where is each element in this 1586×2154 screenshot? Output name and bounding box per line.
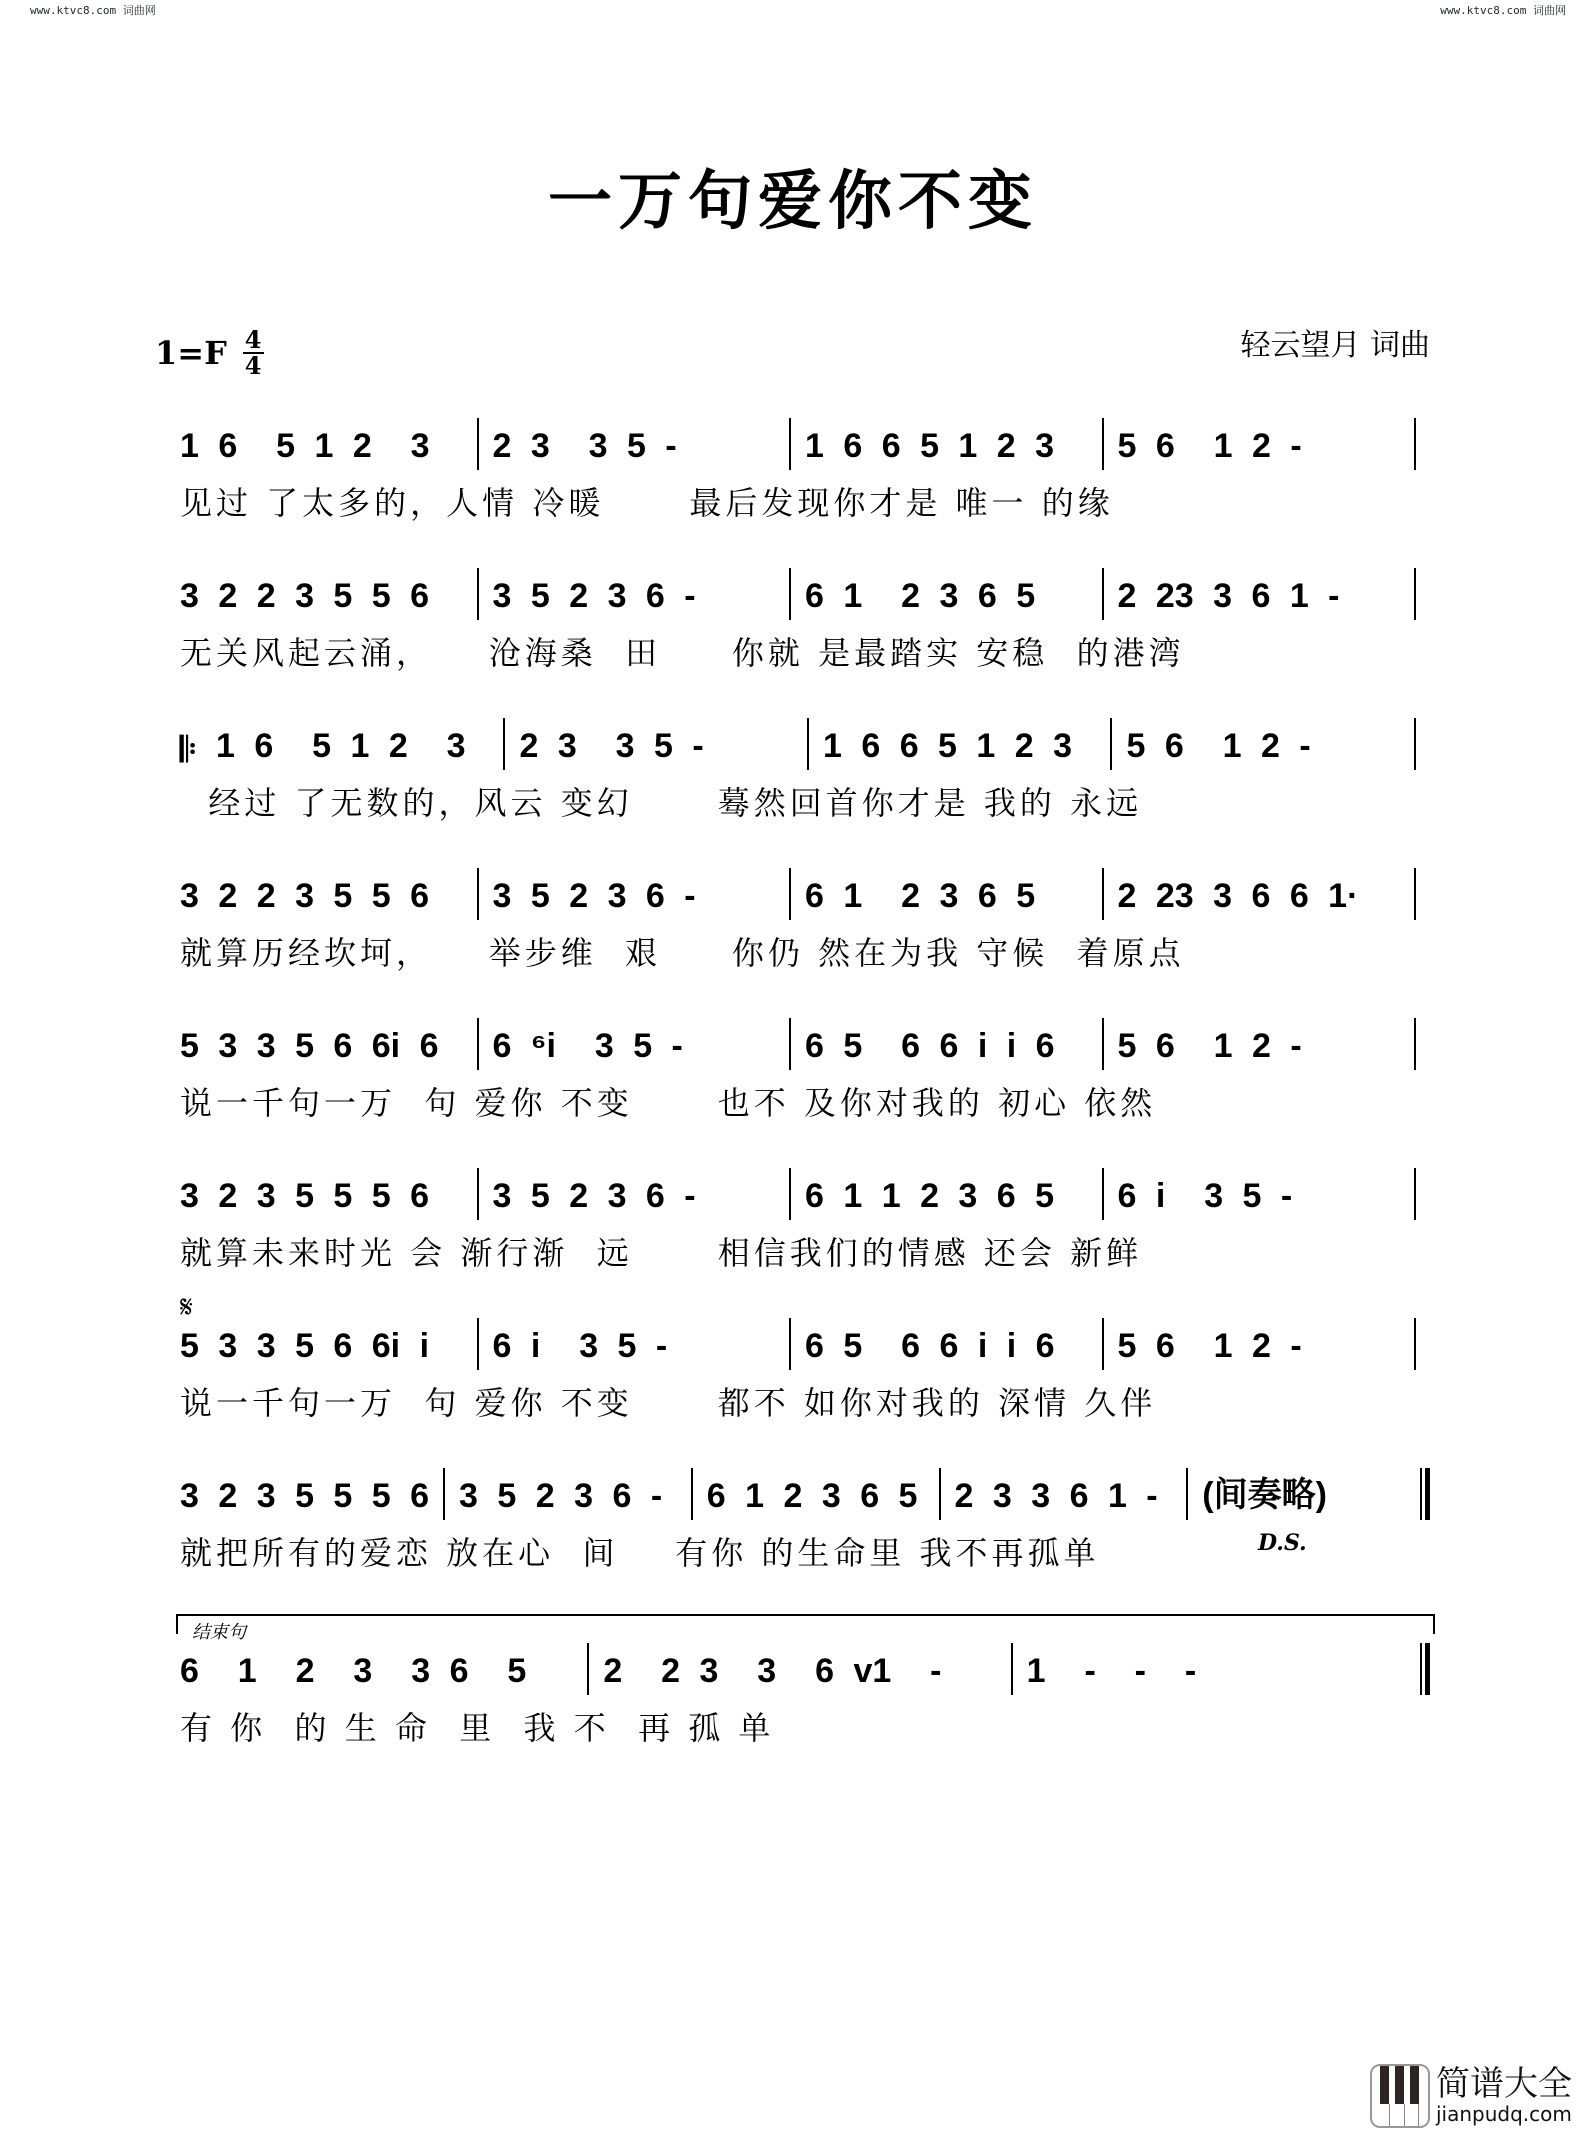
notation-line <box>180 1460 1430 1520</box>
barline <box>939 1468 941 1520</box>
measure: 1 6 5 1 2 3 <box>180 427 430 465</box>
repeat-end-barline <box>1420 1468 1430 1520</box>
measure: 1 6 5 1 2 3 <box>215 727 466 765</box>
score-row <box>180 860 1430 974</box>
barline <box>1102 418 1104 470</box>
notation-line <box>180 1010 1430 1070</box>
measure: 3 2 3 5 5 5 6 <box>180 1477 430 1515</box>
piano-keys-icon <box>1370 2064 1430 2128</box>
barline <box>503 718 505 770</box>
measure: 3 5 2 3 6 - <box>492 877 696 915</box>
barline <box>477 1318 479 1370</box>
barline <box>1102 1318 1104 1370</box>
measure: 1 - - - <box>1026 1652 1197 1690</box>
score-row <box>180 410 1430 524</box>
barline <box>1414 418 1416 470</box>
measure: 6 5 6 6 i i 6 <box>805 1027 1055 1065</box>
measure: 6 i 3 5 - <box>492 1327 668 1365</box>
measure: (间奏略) <box>1202 1476 1327 1514</box>
measure: 5 6 1 2 - <box>1117 427 1302 465</box>
lyrics-line: 就算未来时光 会 渐行渐 远 相信我们的情感 还会 新鲜 <box>180 1234 1143 1272</box>
barline <box>789 1018 791 1070</box>
measure: 3 5 2 3 6 - <box>492 577 696 615</box>
measure: 2 3 3 5 - <box>492 427 677 465</box>
segno-sign: 𝄋 <box>180 1290 193 1325</box>
barline <box>477 1018 479 1070</box>
measure: 2 2 3 3 6 v1 - <box>603 1652 942 1690</box>
site-logo <box>1370 2064 1572 2128</box>
lyrics-line: 见过 了太多的，人情 冷暖 最后发现你才是 唯一 的缘 <box>180 484 1114 522</box>
barline <box>789 1168 791 1220</box>
time-signature: 4 4 <box>244 325 262 380</box>
measure: 5 3 3 5 6 6i i <box>180 1327 430 1365</box>
notation-line <box>180 1310 1430 1370</box>
barline <box>477 418 479 470</box>
barline <box>587 1643 589 1695</box>
barline <box>1011 1643 1013 1695</box>
barline <box>789 418 791 470</box>
watermark-left: www.ktvc8.com 词曲网 <box>30 4 156 17</box>
lyrics-line: 无关风起云涌， 沧海桑 田 你就 是最踏实 安稳 的港湾 <box>180 634 1185 672</box>
barline <box>1102 868 1104 920</box>
barline <box>477 568 479 620</box>
measure: 6 5 6 6 i i 6 <box>805 1327 1055 1365</box>
notation-line <box>180 1160 1430 1220</box>
barline <box>1414 718 1416 770</box>
ending-bracket <box>176 1614 1435 1643</box>
measure: 3 2 2 3 5 5 6 <box>180 877 430 915</box>
key-time-signature <box>155 325 264 380</box>
measure: 3 2 2 3 5 5 6 <box>180 577 430 615</box>
author-credit: 轻云望月 词曲 <box>1240 328 1430 363</box>
barline <box>443 1468 445 1520</box>
score-row <box>180 710 1430 824</box>
measure: 3 5 2 3 6 - <box>492 1177 696 1215</box>
repeat-start-sign: 𝄆 <box>180 731 216 769</box>
barline <box>1102 568 1104 620</box>
logo-text-cn: 简谱大全 <box>1436 2064 1572 2104</box>
barline <box>477 868 479 920</box>
barline <box>1414 1018 1416 1070</box>
measure: 2 3 3 5 - <box>519 727 704 765</box>
barline <box>1414 1318 1416 1370</box>
barline <box>1414 868 1416 920</box>
score-row <box>180 1010 1430 1124</box>
barline <box>1414 568 1416 620</box>
barline <box>1102 1018 1104 1070</box>
measure: 2 3 3 6 1 - <box>954 1477 1158 1515</box>
score-row <box>180 1310 1430 1424</box>
barline <box>1102 1168 1104 1220</box>
barline <box>1110 718 1112 770</box>
measure: 2 23 3 6 1 - <box>1117 577 1340 615</box>
measure: 5 6 1 2 - <box>1117 1327 1302 1365</box>
barline <box>691 1468 693 1520</box>
measure: 6 1 2 3 6 5 <box>805 577 1036 615</box>
barline <box>1186 1468 1188 1520</box>
measure: 3 2 3 5 5 5 6 <box>180 1177 430 1215</box>
lyrics-line: 就算历经坎坷， 举步维 艰 你仍 然在为我 守候 着原点 <box>180 934 1185 972</box>
measure: 5 6 1 2 - <box>1126 727 1311 765</box>
score-row <box>180 1160 1430 1274</box>
lyrics-line: 就把所有的爱恋 放在心 间 有你 的生命里 我不再孤单 <box>180 1534 1100 1572</box>
notation-line <box>180 710 1430 770</box>
score-row <box>180 1635 1430 1749</box>
lyrics-line: 经过 了无数的，风云 变幻 蓦然回首你才是 我的 永远 <box>180 784 1143 822</box>
measure: 6 ⁶i 3 5 - <box>492 1027 683 1065</box>
measure: 3 5 2 3 6 - <box>459 1477 663 1515</box>
lyrics-line: 说一千句一万 句 爱你 不变 也不 及你对我的 初心 依然 <box>180 1084 1157 1122</box>
barline <box>789 1318 791 1370</box>
measure: 6 1 2 3 6 5 <box>805 877 1036 915</box>
final-barline <box>1420 1643 1430 1695</box>
measure: 1 6 6 5 1 2 3 <box>805 427 1055 465</box>
notation-line <box>180 1635 1430 1695</box>
measure: 6 1 2 3 3 6 5 <box>180 1652 527 1690</box>
measure: 6 i 3 5 - <box>1117 1177 1293 1215</box>
score-row <box>180 1460 1430 1574</box>
key-signature: 1=F <box>155 334 227 372</box>
notation-line <box>180 410 1430 470</box>
barline <box>789 568 791 620</box>
logo-text-en: jianpudq.com <box>1436 2102 1572 2126</box>
lyrics-line: 说一千句一万 句 爱你 不变 都不 如你对我的 深情 久伴 <box>180 1384 1157 1422</box>
barline <box>477 1168 479 1220</box>
measure: 2 23 3 6 6 1· <box>1117 877 1359 915</box>
barline <box>1414 1168 1416 1220</box>
ending-label: 结束句 <box>192 1622 246 1643</box>
song-title: 一万句爱你不变 <box>548 164 1038 239</box>
notation-line <box>180 560 1430 620</box>
measure: 1 6 6 5 1 2 3 <box>822 727 1073 765</box>
measure: 6 1 2 3 6 5 <box>706 1477 918 1515</box>
barline <box>789 868 791 920</box>
notation-line <box>180 860 1430 920</box>
score-row <box>180 560 1430 674</box>
ds-marking: D.S. <box>1258 1530 1307 1556</box>
measure: 5 6 1 2 - <box>1117 1027 1302 1065</box>
watermark-right: www.ktvc8.com 词曲网 <box>1440 4 1566 17</box>
measure: 6 1 1 2 3 6 5 <box>805 1177 1055 1215</box>
barline <box>807 718 809 770</box>
measure: 5 3 3 5 6 6i 6 <box>180 1027 439 1065</box>
lyrics-line: 有 你 的 生 命 里 我 不 再 孤 单 <box>180 1709 775 1747</box>
